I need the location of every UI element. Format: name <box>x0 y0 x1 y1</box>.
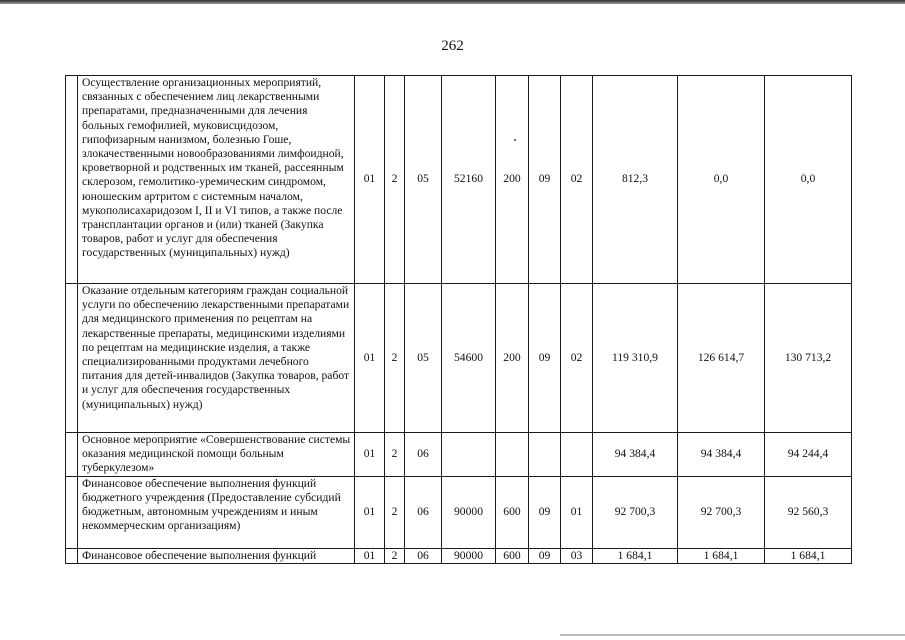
code-cell: 06 <box>405 548 442 563</box>
code-cell <box>561 433 593 477</box>
blank-cell <box>66 76 78 284</box>
code-cell: 01 <box>561 476 593 548</box>
table-row <box>66 476 852 548</box>
budget-table <box>65 75 852 564</box>
code-cell: 90000 <box>442 548 496 563</box>
code-cell: 01 <box>355 548 385 563</box>
table-row <box>66 548 852 563</box>
table-row <box>66 284 852 433</box>
amount-cell: 1 684,1 <box>678 548 765 563</box>
code-cell: 01 <box>355 76 385 284</box>
code-cell <box>496 433 529 477</box>
blank-cell <box>66 476 78 548</box>
code-cell: 09 <box>529 476 561 548</box>
amount-cell: 0,0 <box>678 76 765 284</box>
code-cell: 05 <box>405 284 442 433</box>
code-cell: 09 <box>529 548 561 563</box>
code-cell: 54600 <box>442 284 496 433</box>
amount-cell: 126 614,7 <box>678 284 765 433</box>
code-cell: 01 <box>355 284 385 433</box>
amount-cell: 119 310,9 <box>593 284 678 433</box>
amount-cell: 0,0 <box>765 76 852 284</box>
code-cell: 06 <box>405 433 442 477</box>
description-cell: Осуществление организационных мероприятий, связанных с обеспечением лиц лекарственными препаратами, предназначенными для лечения больных гемофилией, муковисцидозом, гипофизарным нанизмом, болезнью Гоше, злокачественными новообразованиями лимфоидной, кроветворной и родственных им тканей, рассеянным склерозом, гемолитико-уремическим синдромом, юношеским артритом с системным началом, мукополисахаридозом I, II и VI типов, а также после трансплантации органов и (или) тканей (Закупка товаров, работ и услуг для обеспечения государственных (муниципальных) нужд) <box>78 76 355 284</box>
code-cell: 06 <box>405 476 442 548</box>
page-number: 262 <box>441 38 464 54</box>
table-row <box>66 76 852 284</box>
code-cell: 02 <box>561 284 593 433</box>
amount-cell: 812,3 <box>593 76 678 284</box>
scan-edge-top <box>0 0 905 4</box>
amount-cell: 1 684,1 <box>593 548 678 563</box>
table-row <box>66 433 852 477</box>
amount-cell: 92 700,3 <box>678 476 765 548</box>
code-cell: 02 <box>561 76 593 284</box>
code-cell: 01 <box>355 433 385 477</box>
code-cell: 2 <box>385 476 405 548</box>
amount-cell: 130 713,2 <box>765 284 852 433</box>
code-cell: 200 <box>496 76 529 284</box>
code-cell: 09 <box>529 284 561 433</box>
description-cell: Основное мероприятие «Совершенствование системы оказания медицинской помощи больным туберкулезом» <box>78 433 355 477</box>
code-cell: 52160 <box>442 76 496 284</box>
description-cell: Финансовое обеспечение выполнения функций <box>78 548 355 563</box>
amount-cell: 1 684,1 <box>765 548 852 563</box>
amount-cell: 94 244,4 <box>765 433 852 477</box>
amount-cell: 94 384,4 <box>678 433 765 477</box>
code-cell: 600 <box>496 476 529 548</box>
scan-edge-bottom <box>560 634 905 636</box>
blank-cell <box>66 433 78 477</box>
code-cell: 05 <box>405 76 442 284</box>
amount-cell: 92 700,3 <box>593 476 678 548</box>
description-cell: Оказание отдельным категориям граждан социальной услуги по обеспечению лекарственными препаратами для медицинского применения по рецептам на лекарственные препараты, медицинскими изделиями по рецептам на медицинские изделия, а также специализированными продуктами лечебного питания для детей-инвалидов (Закупка товаров, работ и услуг для обеспечения государственных (муниципальных) нужд) <box>78 284 355 433</box>
code-cell: 600 <box>496 548 529 563</box>
code-cell <box>442 433 496 477</box>
code-cell: 09 <box>529 76 561 284</box>
code-cell: 03 <box>561 548 593 563</box>
amount-cell: 92 560,3 <box>765 476 852 548</box>
code-cell: 2 <box>385 76 405 284</box>
description-cell: Финансовое обеспечение выполнения функций бюджетного учреждения (Предоставление субсидий бюджетным, автономным учреждениям и иным некоммерческим организациям) <box>78 476 355 548</box>
code-cell <box>529 433 561 477</box>
code-cell: 200 <box>496 284 529 433</box>
blank-cell <box>66 548 78 563</box>
blank-cell <box>66 284 78 433</box>
code-cell: 2 <box>385 548 405 563</box>
code-cell: 2 <box>385 433 405 477</box>
code-cell: 2 <box>385 284 405 433</box>
code-cell: 01 <box>355 476 385 548</box>
amount-cell: 94 384,4 <box>593 433 678 477</box>
code-cell: 90000 <box>442 476 496 548</box>
